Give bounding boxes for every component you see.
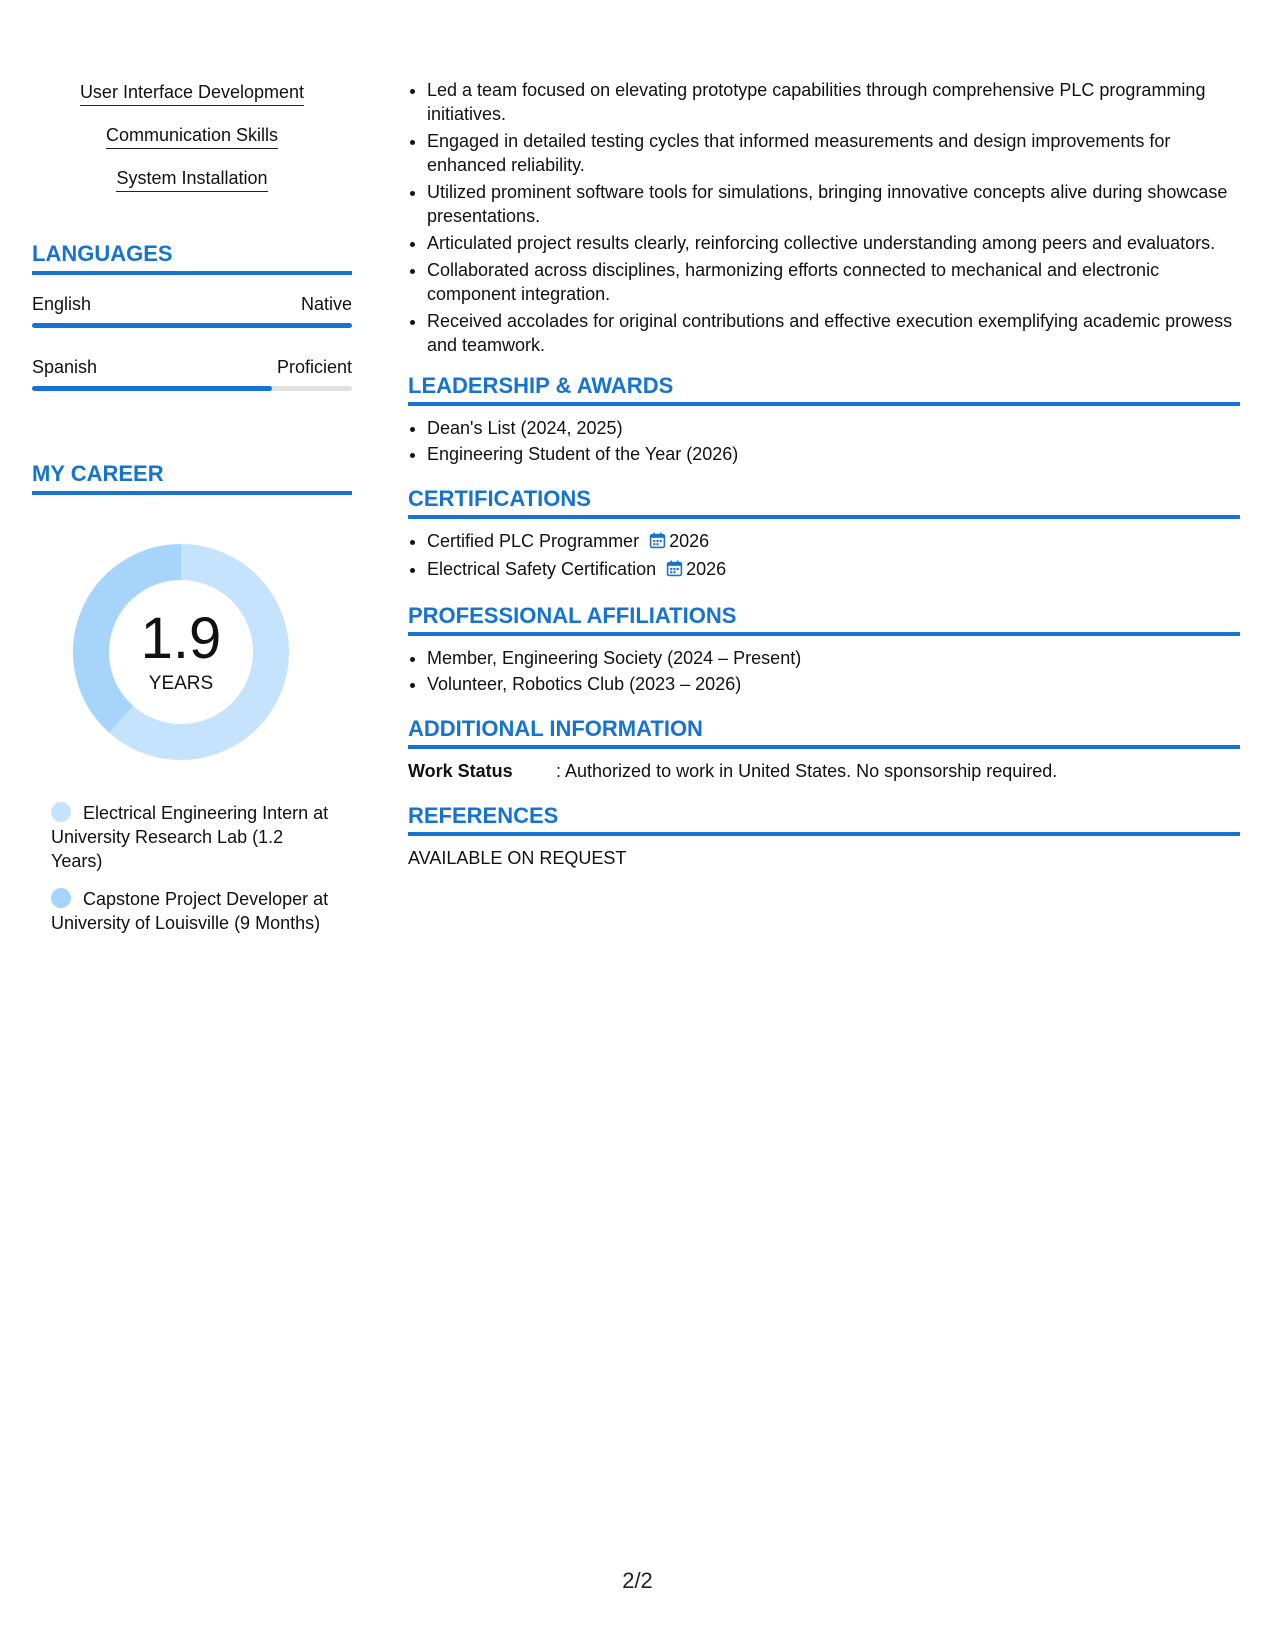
list-item xyxy=(427,529,1240,555)
language-bar xyxy=(32,386,352,391)
calendar-icon xyxy=(649,531,666,555)
list-item: • Dean's List (2024, 2025) xyxy=(427,416,1240,440)
skill-item: Communication Skills xyxy=(106,123,278,149)
legend-dot-icon xyxy=(51,802,71,822)
legend-label: Electrical Engineering Intern at University Research Lab (1.2 Years) xyxy=(51,803,329,871)
page-number: 2/2 xyxy=(622,1568,653,1593)
language-item xyxy=(32,356,352,391)
additional-info-heading: ADDITIONAL INFORMATION xyxy=(408,716,1240,749)
language-name: English xyxy=(32,294,92,314)
legend-dot-icon xyxy=(51,888,71,908)
work-status-label: Work Status xyxy=(408,761,513,781)
certifications-heading: CERTIFICATIONS xyxy=(408,486,1240,519)
skill-item: User Interface Development xyxy=(80,80,304,106)
language-bar xyxy=(32,323,352,328)
languages-heading: LANGUAGES xyxy=(32,241,352,275)
right-column xyxy=(408,78,1240,870)
skills-list xyxy=(32,80,352,209)
certification-name: Certified PLC Programmer xyxy=(427,531,640,551)
references-heading: REFERENCES xyxy=(408,803,1240,836)
career-total-value: 1.9 xyxy=(140,606,222,671)
certifications-section xyxy=(408,486,1240,583)
career-heading: MY CAREER xyxy=(32,461,352,495)
certification-year: 2026 xyxy=(686,559,727,579)
list-item xyxy=(427,557,1240,583)
list-item: • Articulated project results clearly, reinforcing collective understanding among peers and evaluators. xyxy=(427,231,1240,255)
list-item: • Collaborated across disciplines, harmonizing efforts connected to mechanical and electronic component integration. xyxy=(427,258,1240,306)
affiliations-heading: PROFESSIONAL AFFILIATIONS xyxy=(408,603,1240,636)
list-item: • Received accolades for original contributions and effective execution exemplifying academic prowess and teamwork. xyxy=(427,309,1240,357)
career-total-unit: YEARS xyxy=(148,673,214,694)
work-status-value: : Authorized to work in United States. No sponsorship required. xyxy=(556,761,1058,781)
leadership-section xyxy=(408,373,1240,466)
references-section xyxy=(408,803,1240,870)
legend-item xyxy=(51,887,331,935)
skill-item: System Installation xyxy=(116,166,267,192)
career-legend xyxy=(51,801,331,935)
language-bar-fill xyxy=(32,323,352,328)
language-level: Native xyxy=(300,294,352,314)
certification-year: 2026 xyxy=(669,531,710,551)
language-item xyxy=(32,293,352,328)
legend-item xyxy=(51,801,331,873)
language-name: Spanish xyxy=(32,357,98,377)
list-item: • Engineering Student of the Year (2026) xyxy=(427,442,1240,466)
list-item: • Member, Engineering Society (2024 – Present) xyxy=(427,646,1240,670)
left-column xyxy=(32,80,352,949)
references-text: AVAILABLE ON REQUEST xyxy=(408,848,627,868)
additional-info-section xyxy=(408,716,1240,783)
list-item: • Volunteer, Robotics Club (2023 – 2026) xyxy=(427,672,1240,696)
certification-name: Electrical Safety Certification xyxy=(427,559,657,579)
experience-bullets xyxy=(408,78,1240,357)
affiliations-section xyxy=(408,603,1240,696)
language-level: Proficient xyxy=(276,357,352,377)
list-item: • Utilized prominent software tools for simulations, bringing innovative concepts alive during showcase presentations. xyxy=(427,180,1240,228)
language-bar-fill xyxy=(32,386,272,391)
legend-label: Capstone Project Developer at University of Louisville (9 Months) xyxy=(51,889,329,933)
list-item: • Engaged in detailed testing cycles that informed measurements and design improvements for enhanced reliability. xyxy=(427,129,1240,177)
list-item: • Led a team focused on elevating prototype capabilities through comprehensive PLC programming initiatives. xyxy=(427,78,1240,126)
calendar-icon xyxy=(666,559,683,583)
leadership-heading: LEADERSHIP & AWARDS xyxy=(408,373,1240,406)
career-donut-chart xyxy=(66,537,296,767)
